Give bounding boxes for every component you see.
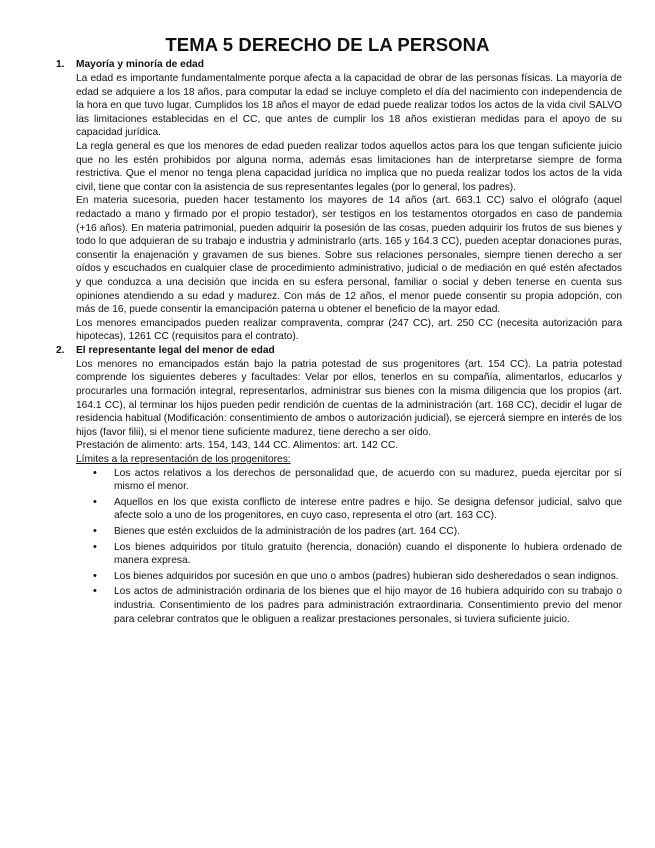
list-item-text: Los actos de administración ordinaria de los bienes que el hijo mayor de 16 hubiera adquirido con su trabajo o industria. Consentimiento de los padres para administración extraordinaria. Consentimiento previo del menor para celebrar contratos que le obliguen a realizar prestaciones personales, si tuviera suficiente juicio. bbox=[114, 586, 622, 625]
section-body bbox=[76, 72, 622, 344]
bullet-icon: • bbox=[93, 569, 97, 582]
list-item-text: Aquellos en los que exista conflicto de interese entre padres e hijo. Se designa defensor judicial, salvo que afecte solo a uno de los progenitores, en cuyo caso, representa el otro (art. 163 CC). bbox=[114, 496, 622, 522]
section-heading bbox=[56, 344, 622, 358]
list-item bbox=[76, 525, 622, 539]
section-1 bbox=[56, 58, 622, 344]
limits-list bbox=[76, 467, 622, 627]
section-body bbox=[76, 358, 622, 626]
section-2 bbox=[56, 344, 622, 626]
bullet-icon: • bbox=[93, 495, 97, 508]
limits-title: Límites a la representación de los progenitores: bbox=[76, 454, 291, 466]
section-title: El representante legal del menor de edad bbox=[76, 344, 275, 356]
paragraph: Los menores no emancipados están bajo la patria potestad de sus progenitores (art. 154 CC). La patria potestad comprende los siguientes deberes y facultades: Velar por ellos, tenerlos en su compañía, alimentarlos, educarlos y procurarles una formación integral, representarlos, administrar sus bienes con la misma diligencia que los propios (art. 164.1 CC), al terminar los hijos pueden pedir rendición de cuentas de la administración (art. 168 CC), decidir el lugar de residencia habitual (Modificación: consentimiento de ambos o autorización judicial), se ejercerá siempre en interés de los hijos (favor filii), si el menor tiene suficiente madurez, tiene derecho a ser oído. bbox=[76, 358, 622, 438]
page-title: TEMA 5 DERECHO DE LA PERSONA bbox=[165, 34, 490, 55]
list-item-text: Los bienes adquiridos por sucesión en que uno o ambos (padres) hubieran sido desheredados o sean indignos. bbox=[114, 570, 619, 582]
paragraph: En materia sucesoria, pueden hacer testamento los mayores de 14 años (art. 663.1 CC) salvo el ológrafo (aquel redactado a mano y firmado por el propio testador), ser testigos en los testamentos otorgados en caso de pandemia (+16 años). En materia patrimonial, pueden adquirir la posesión de las cosas, pueden adquirir los frutos de sus bienes y todo lo que adquieran de su trabajo e industria y administrarlo (arts. 165 y 164.3 CC), pueden aceptar donaciones puras, consentir la enajenación y gravamen de sus bienes. Sobre sus relaciones personales, siempre tienen derecho a ser oídos y escuchados en cualquier clase de procedimiento administrativo, judicial o de mediación en qué estén afectados y que conduzca a una decisión que incida en su esfera personal, familiar o social y deben tenerse en cuenta sus opiniones atendiendo a su edad y madurez. Con más de 12 años, el menor puede consentir su propia adopción, con más de 16, puede consentir la emancipación paterna u obtener el beneficio de la mayor edad. bbox=[76, 195, 622, 316]
list-item-text: Los actos relativos a los derechos de personalidad que, de acuerdo con su madurez, pueda ejercitar por sí mismo el menor. bbox=[114, 467, 622, 493]
paragraph: Los menores emancipados pueden realizar compraventa, comprar (247 CC), art. 250 CC (necesita autorización para hipotecas), 1261 CC (requisitos para el contrato). bbox=[76, 317, 622, 343]
paragraph: Prestación de alimento: arts. 154, 143, 144 CC. Alimentos: art. 142 CC. bbox=[76, 440, 399, 452]
section-number: 1. bbox=[56, 59, 65, 70]
list-item bbox=[76, 467, 622, 494]
bullet-icon: • bbox=[93, 585, 97, 598]
section-heading bbox=[56, 58, 622, 72]
list-item bbox=[76, 541, 622, 568]
bullet-icon: • bbox=[93, 525, 97, 537]
list-item bbox=[76, 570, 622, 584]
section-title: Mayoría y minoría de edad bbox=[76, 59, 204, 70]
list-item-text: Los bienes adquiridos por título gratuito (herencia, donación) cuando el disponente lo hubiera ordenado de manera expresa. bbox=[114, 541, 622, 567]
paragraph: La regla general es que los menores de edad pueden realizar todos aquellos actos para los que tengan suficiente juicio que no les estén prohibidos por alguna norma, además esas limitaciones han de interpretarse siempre de forma restrictiva. Que el menor no tenga plena capacidad jurídica no implica que no pueda realizar todos los actos de la vida civil, tiene que contar con la asistencia de sus representantes legales (por lo general, los padres). bbox=[76, 140, 622, 193]
list-item bbox=[76, 496, 622, 523]
bullet-icon: • bbox=[93, 466, 97, 479]
section-number: 2. bbox=[56, 344, 65, 356]
list-item bbox=[76, 585, 622, 626]
paragraph: La edad es importante fundamentalmente porque afecta a la capacidad de obrar de las personas físicas. La mayoría de edad se adquiere a los 18 años, para computar la edad se incluye completo el día del nacimiento con independencia de la hora en que tuvo lugar. Cumplidos los 18 años el mayor de edad puede realizar todos los actos de la vida civil SALVO las limitaciones establecidas en el CC, que antes de cumplir los 18 años existieran medidas para el apoyo de su capacidad jurídica. bbox=[76, 73, 622, 139]
sections bbox=[56, 58, 622, 628]
bullet-icon: • bbox=[93, 540, 97, 553]
list-item-text: Bienes que estén excluidos de la administración de los padres (art. 164 CC). bbox=[114, 526, 460, 537]
